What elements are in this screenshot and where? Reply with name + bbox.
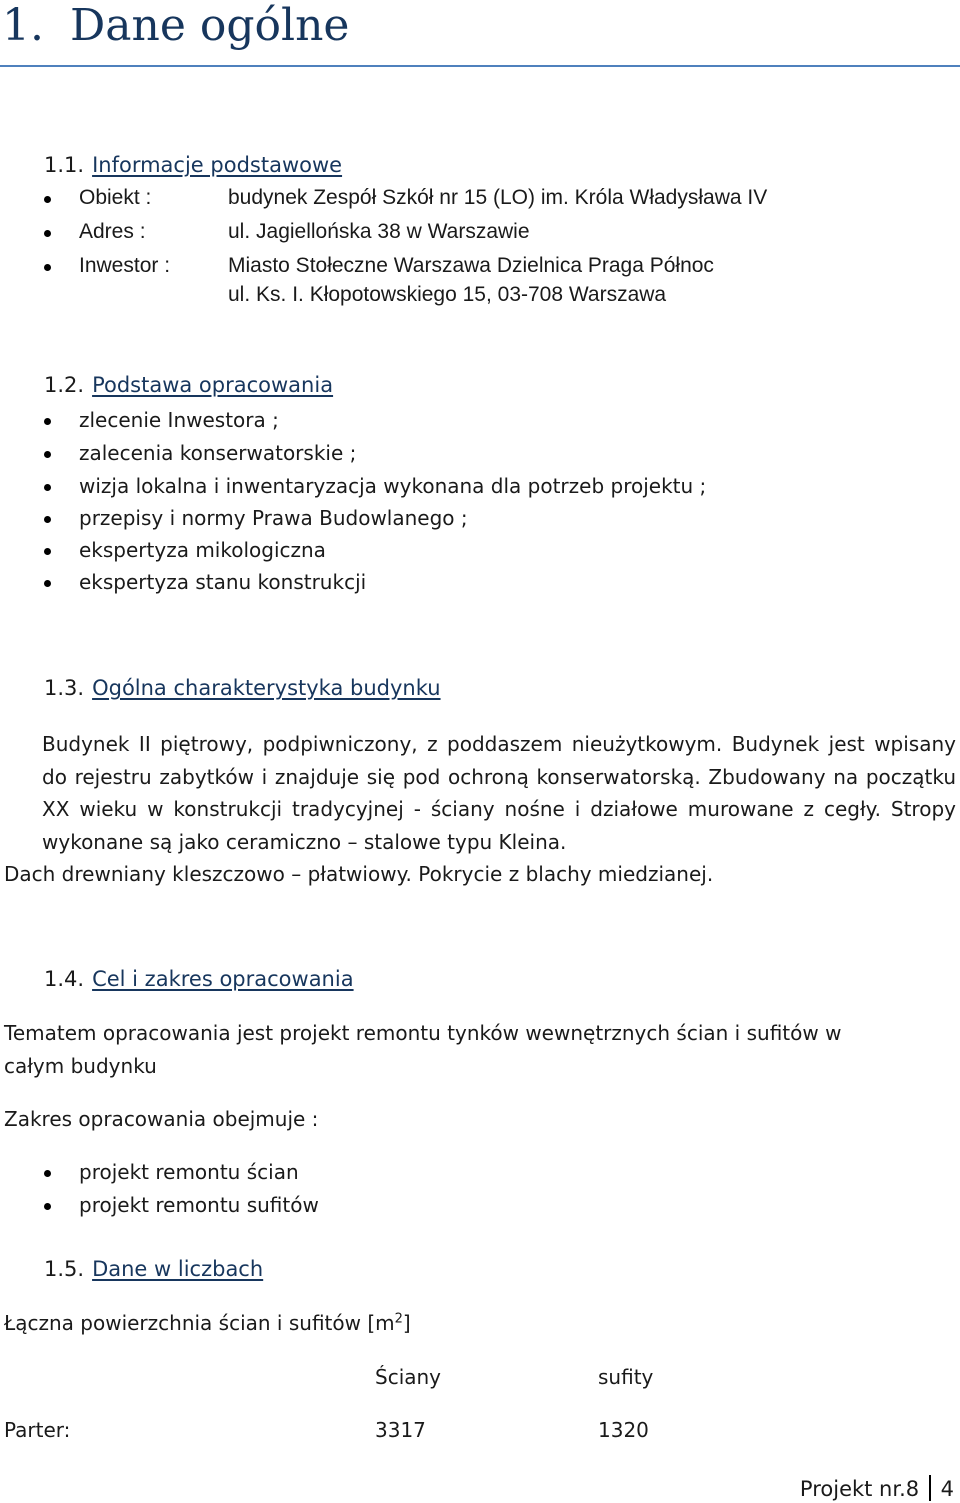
heading-rule: [0, 65, 960, 67]
list-item: ekspertyza stanu konstrukcji: [79, 570, 367, 594]
total-area-text: Łączna powierzchnia ścian i sufitów [m: [4, 1311, 395, 1335]
description-text-last: Dach drewniany kleszczowo – płatwiowy. Pokrycie z blachy miedzianej.: [4, 862, 714, 887]
footer-separator: [929, 1475, 931, 1501]
bullet: [44, 451, 51, 458]
section-number: 1.4.: [44, 967, 85, 991]
unit-superscript: 2: [394, 1311, 403, 1327]
total-area-close: ]: [402, 1311, 411, 1335]
section-title: Cel i zakres opracowania: [92, 967, 354, 991]
section-1-3-heading: [44, 676, 441, 700]
building-description: [4, 728, 956, 891]
page-number: 4: [940, 1477, 954, 1501]
heading-title: Dane ogólne: [69, 0, 350, 51]
section-number: 1.5.: [44, 1257, 85, 1281]
section-number: 1.2.: [44, 373, 85, 397]
scope-subject-line-1: Tematem opracowania jest projekt remontu tynków wewnętrznych ścian i sufitów w: [4, 1021, 842, 1045]
column-header-walls: Ściany: [375, 1365, 442, 1389]
bullet: [44, 418, 51, 425]
project-label: Projekt nr.8: [799, 1477, 920, 1501]
section-number: 1.1.: [44, 153, 85, 177]
bullet: [44, 484, 51, 491]
list-item: projekt remontu ścian: [79, 1160, 299, 1184]
section-1-2-heading: [44, 373, 333, 397]
list-item: przepisy i normy Prawa Budowlanego ;: [79, 506, 468, 530]
bullet: [44, 580, 51, 587]
row-label-parter: Parter:: [4, 1418, 71, 1442]
value-walls: 3317: [375, 1418, 426, 1442]
list-item: ekspertyza mikologiczna: [79, 538, 326, 562]
info-value-inwestor: Miasto Stołeczne Warszawa Dzielnica Praga Północ: [228, 254, 714, 277]
section-title: Podstawa opracowania: [92, 373, 334, 397]
info-label-obiekt: Obiekt :: [79, 186, 152, 209]
section-title: Dane w liczbach: [92, 1257, 264, 1281]
total-area-label: [4, 1311, 411, 1335]
bullet: [44, 264, 51, 271]
bullet: [44, 548, 51, 555]
section-1-4-heading: [44, 967, 354, 991]
bullet: [44, 516, 51, 523]
column-header-ceilings: sufity: [598, 1365, 654, 1389]
info-label-adres: Adres :: [79, 220, 146, 243]
heading-number: 1.: [2, 0, 44, 51]
scope-subject-line-2: całym budynku: [4, 1054, 157, 1078]
list-item: wizja lokalna i inwentaryzacja wykonana dla potrzeb projektu ;: [79, 474, 707, 498]
section-number: 1.3.: [44, 676, 85, 700]
bullet: [44, 1170, 51, 1177]
bullet: [44, 196, 51, 203]
scope-intro: Zakres opracowania obejmuje :: [4, 1107, 319, 1131]
section-1-5-heading: [44, 1257, 263, 1281]
page-footer: [800, 1475, 954, 1501]
page-heading: [2, 0, 349, 51]
bullet: [44, 1203, 51, 1210]
section-title: Informacje podstawowe: [92, 153, 343, 177]
list-item: projekt remontu sufitów: [79, 1193, 319, 1217]
bullet: [44, 230, 51, 237]
description-text: Budynek II piętrowy, podpiwniczony, z poddaszem nieużytkowym. Budynek jest wpisany do rejestru zabytków i znajduje się pod ochroną konserwatorską. Zbudowany na początku XX wieku w konstrukcji tradycyjnej - ściany nośne i działowe murowane z cegły. Stropy wykonane są jako ceramiczno – stalowe typu Kleina.: [42, 732, 956, 854]
list-item: zlecenie Inwestora ;: [79, 408, 279, 432]
value-ceilings: 1320: [598, 1418, 649, 1442]
list-item: zalecenia konserwatorskie ;: [79, 441, 357, 465]
info-value-inwestor-address: ul. Ks. I. Kłopotowskiego 15, 03-708 Warszawa: [228, 283, 667, 306]
info-label-inwestor: Inwestor :: [79, 254, 171, 277]
info-value-obiekt: budynek Zespół Szkół nr 15 (LO) im. Króla Władysława IV: [228, 186, 768, 209]
section-1-1-heading: [44, 153, 342, 177]
section-title: Ogólna charakterystyka budynku: [92, 676, 441, 700]
info-value-adres: ul. Jagiellońska 38 w Warszawie: [228, 220, 530, 243]
